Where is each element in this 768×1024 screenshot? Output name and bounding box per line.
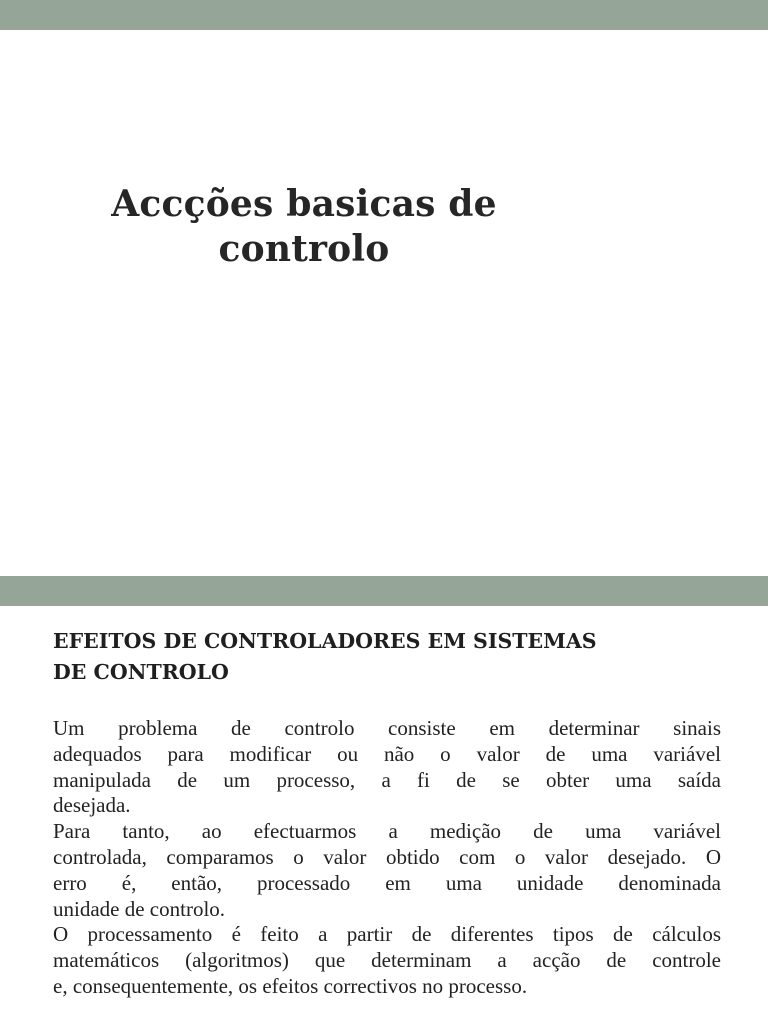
body-text-line: Para tanto, ao efectuarmos a medição de uma variável xyxy=(53,819,721,844)
body-text-line: desejada. xyxy=(53,793,131,818)
body-text-line: unidade de controlo. xyxy=(53,896,226,921)
body-text-line: manipulada de um processo, a fi de se obter uma saída xyxy=(53,767,721,792)
slide1-title xyxy=(70,182,538,272)
slide1-title-line-1: Accções basicas de xyxy=(111,183,497,225)
body-text-line: O processamento é feito a partir de diferentes tipos de cálculos xyxy=(53,922,721,947)
slide2-body-text xyxy=(53,716,721,1000)
slide2-heading-line-2: DE CONTROLO xyxy=(53,660,229,684)
slide2-top-band xyxy=(0,576,768,606)
body-text-line: erro é, então, processado em uma unidade denominada xyxy=(53,870,721,895)
body-text-line: Um problema de controlo consiste em determinar sinais xyxy=(53,716,721,740)
body-text-line: e, consequentemente, os efeitos correctivos no processo. xyxy=(53,973,528,998)
body-text-line: controlada, comparamos o valor obtido com o valor desejado. O xyxy=(53,844,721,869)
body-text-line: adequados para modificar ou não o valor de uma variável xyxy=(53,741,721,766)
slide1-top-band xyxy=(0,0,768,30)
slide2-heading xyxy=(53,626,733,688)
slide1-title-line-2: controlo xyxy=(218,228,390,270)
slide2-heading-line-1: EFEITOS DE CONTROLADORES EM SISTEMAS xyxy=(53,629,597,653)
body-text-line: matemáticos (algoritmos) que determinam a acção de controle xyxy=(53,948,721,973)
